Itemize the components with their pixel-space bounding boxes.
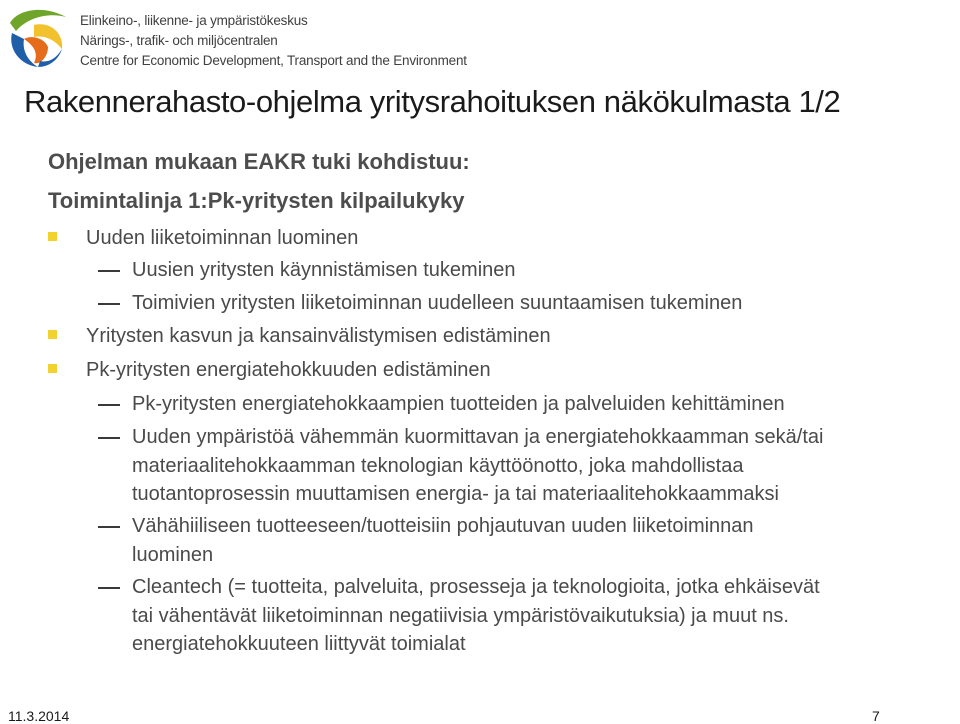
sub-bullet-item-text: tuotantoprosessin muuttamisen energia- ja tai materiaalitehokkaammaksi bbox=[132, 483, 779, 506]
sub-bullet-item-text: luominen bbox=[132, 543, 214, 566]
section-heading: Ohjelman mukaan EAKR tuki kohdistuu: bbox=[48, 149, 470, 174]
org-name-finnish: Elinkeino-, liikenne- ja ympäristökeskus bbox=[80, 13, 308, 28]
dash-bullet-icon bbox=[98, 437, 120, 439]
dash-bullet-icon bbox=[98, 270, 120, 272]
bullet-item-text: Pk-yritysten energiatehokkuuden edistäminen bbox=[86, 359, 491, 381]
org-name-english: Centre for Economic Development, Transport and the Environment bbox=[80, 53, 467, 68]
section-heading: Toimintalinja 1:Pk-yritysten kilpailukyky bbox=[48, 188, 465, 213]
sub-bullet-item-text: materiaalitehokkaamman teknologian käyttöönotto, joka mahdollistaa bbox=[132, 454, 744, 477]
slide-header bbox=[0, 0, 960, 80]
sub-bullet-item-text: Toimivien yritysten liiketoiminnan uudelleen suuntaamisen tukeminen bbox=[132, 292, 743, 314]
dash-bullet-icon bbox=[98, 303, 120, 305]
bullet-square-icon bbox=[48, 232, 57, 241]
ely-centre-logo-icon bbox=[4, 3, 68, 69]
dash-bullet-icon bbox=[98, 526, 120, 528]
organization-name bbox=[80, 11, 467, 71]
bullet-item-text: Yritysten kasvun ja kansainvälistymisen edistäminen bbox=[86, 325, 551, 347]
sub-bullet-item-text: Uuden ympäristöä vähemmän kuormittavan ja energiatehokkaamman sekä/tai bbox=[132, 426, 824, 448]
bullet-square-icon bbox=[48, 364, 57, 373]
page-number: 7 bbox=[872, 708, 880, 724]
bullet-square-icon bbox=[48, 330, 57, 339]
sub-bullet-item-text: Pk-yritysten energiatehokkaampien tuotteiden ja palveluiden kehittäminen bbox=[132, 393, 785, 415]
dash-bullet-icon bbox=[98, 587, 120, 589]
dash-bullet-icon bbox=[98, 404, 120, 406]
org-name-swedish: Närings-, trafik- och miljöcentralen bbox=[80, 33, 278, 48]
sub-bullet-item-text: tai vähentävät liiketoiminnan negatiivisia ympäristövaikutuksia) ja muut ns. bbox=[132, 604, 789, 627]
sub-bullet-item-text: Cleantech (= tuotteita, palveluita, prosesseja ja teknologioita, jotka ehkäisevät bbox=[132, 576, 820, 598]
bullet-item-text: Uuden liiketoiminnan luominen bbox=[86, 227, 359, 249]
sub-bullet-item-text: Vähähiiliseen tuotteeseen/tuotteisiin pohjautuvan uuden liiketoiminnan bbox=[132, 515, 754, 537]
slide-title: Rakennerahasto-ohjelma yritysrahoituksen näkökulmasta 1/2 bbox=[24, 84, 841, 119]
sub-bullet-item-text: energiatehokkuuteen liittyvät toimialat bbox=[132, 633, 466, 656]
slide-date: 11.3.2014 bbox=[8, 708, 70, 724]
sub-bullet-item-text: Uusien yritysten käynnistämisen tukeminen bbox=[132, 259, 516, 281]
